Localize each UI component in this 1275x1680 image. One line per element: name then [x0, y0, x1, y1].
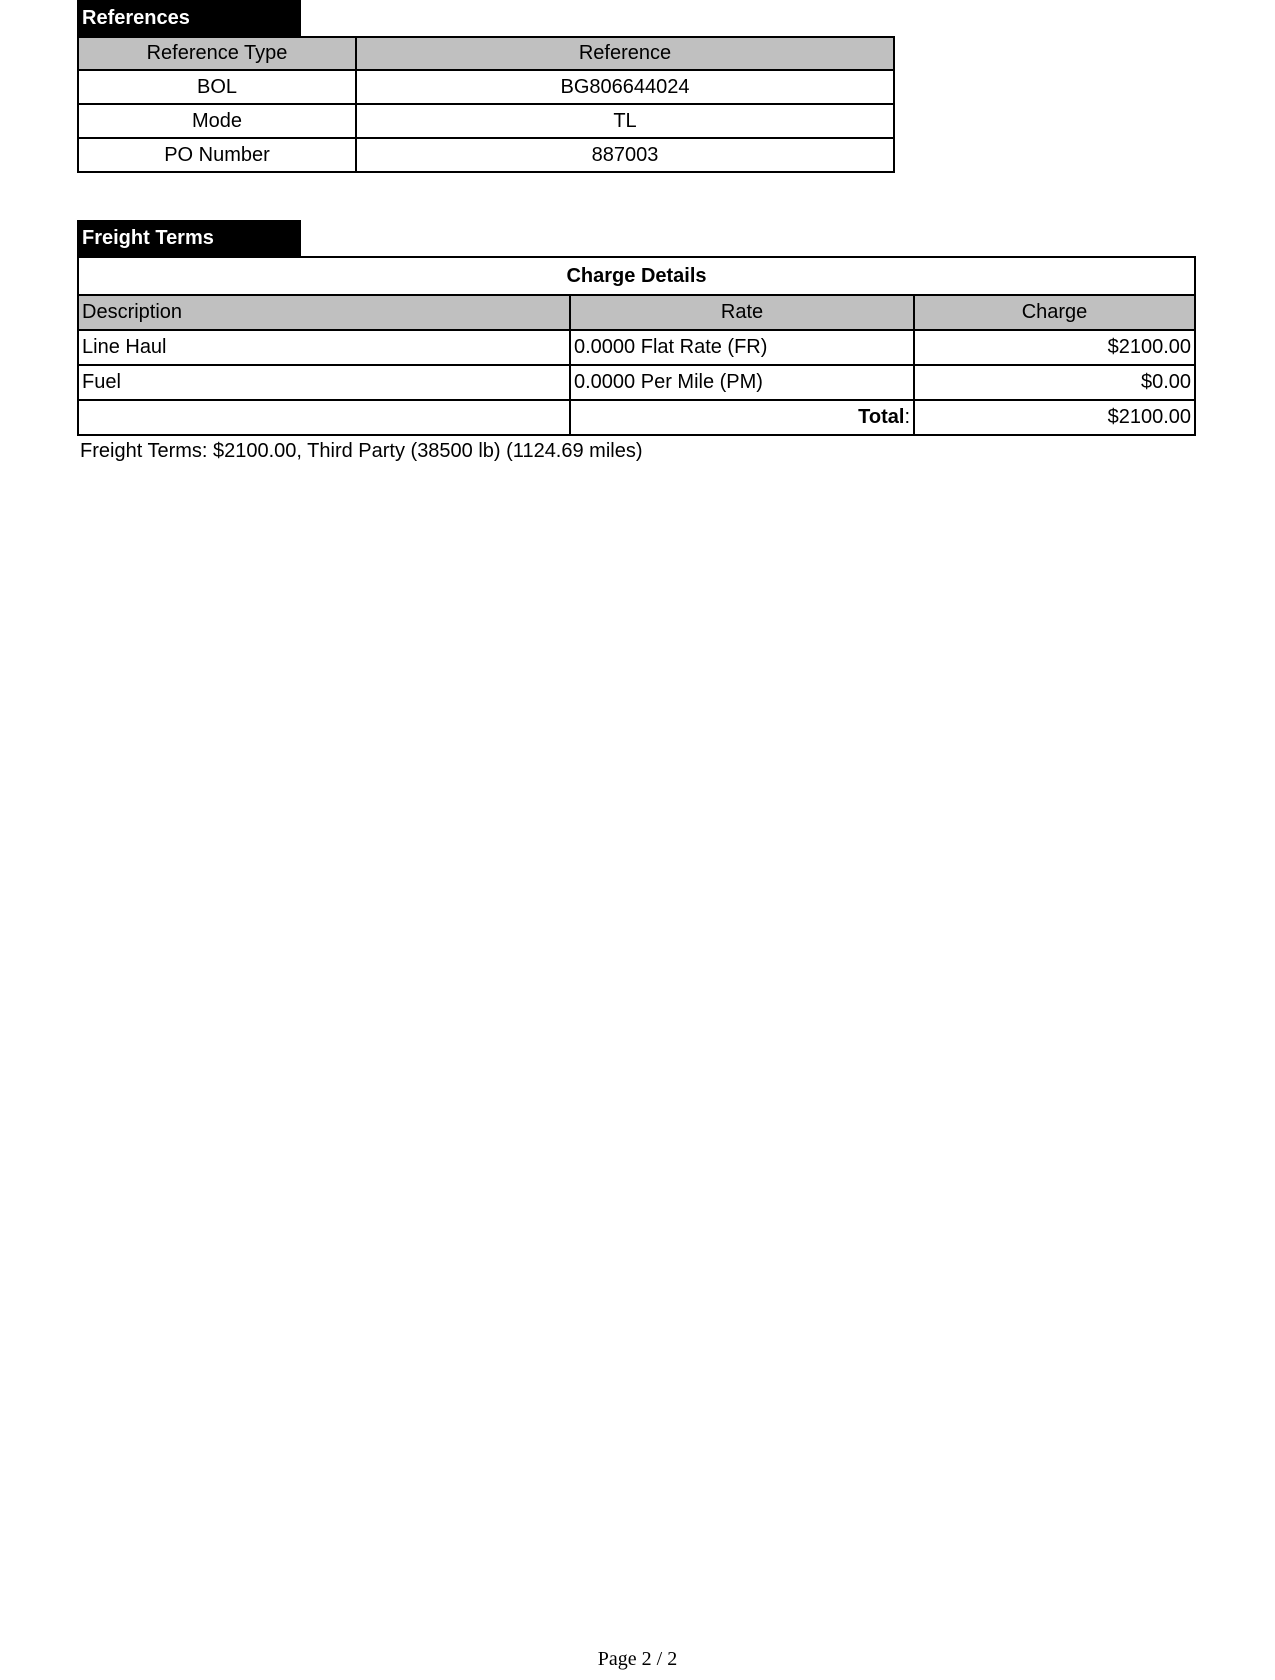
reference-header: Reference	[356, 37, 894, 70]
references-header-row	[78, 37, 894, 70]
reference-type-header: Reference Type	[78, 37, 356, 70]
total-row	[78, 400, 1195, 435]
rate-header: Rate	[570, 295, 914, 330]
total-colon: :	[904, 406, 910, 428]
charge-caption-row	[78, 257, 1195, 295]
reference-value-cell: TL	[356, 104, 894, 138]
charge-details-table	[77, 256, 1196, 436]
references-section-title: References	[77, 0, 301, 36]
freight-terms-summary: Freight Terms: $2100.00, Third Party (38500 lb) (1124.69 miles)	[80, 440, 643, 462]
table-row	[78, 330, 1195, 365]
reference-type-cell: Mode	[78, 104, 356, 138]
rate-cell: 0.0000 Flat Rate (FR)	[570, 330, 914, 365]
references-table	[77, 36, 895, 173]
charge-cell: $2100.00	[914, 330, 1195, 365]
total-label: Total	[858, 406, 905, 428]
total-label-cell	[570, 400, 914, 435]
reference-type-cell: PO Number	[78, 138, 356, 172]
page-number: Page 2 / 2	[597, 1648, 678, 1670]
reference-value-cell: BG806644024	[356, 70, 894, 104]
charge-header: Charge	[914, 295, 1195, 330]
table-row	[78, 365, 1195, 400]
freight-terms-section-title: Freight Terms	[77, 220, 301, 256]
charge-cell: $0.00	[914, 365, 1195, 400]
description-cell: Fuel	[78, 365, 570, 400]
rate-cell: 0.0000 Per Mile (PM)	[570, 365, 914, 400]
reference-type-cell: BOL	[78, 70, 356, 104]
charge-details-caption: Charge Details	[78, 257, 1195, 295]
description-header: Description	[78, 295, 570, 330]
table-row	[78, 70, 894, 104]
table-row	[78, 104, 894, 138]
total-empty-cell	[78, 400, 570, 435]
total-value-cell: $2100.00	[914, 400, 1195, 435]
description-cell: Line Haul	[78, 330, 570, 365]
reference-value-cell: 887003	[356, 138, 894, 172]
table-row	[78, 138, 894, 172]
charge-header-row	[78, 295, 1195, 330]
